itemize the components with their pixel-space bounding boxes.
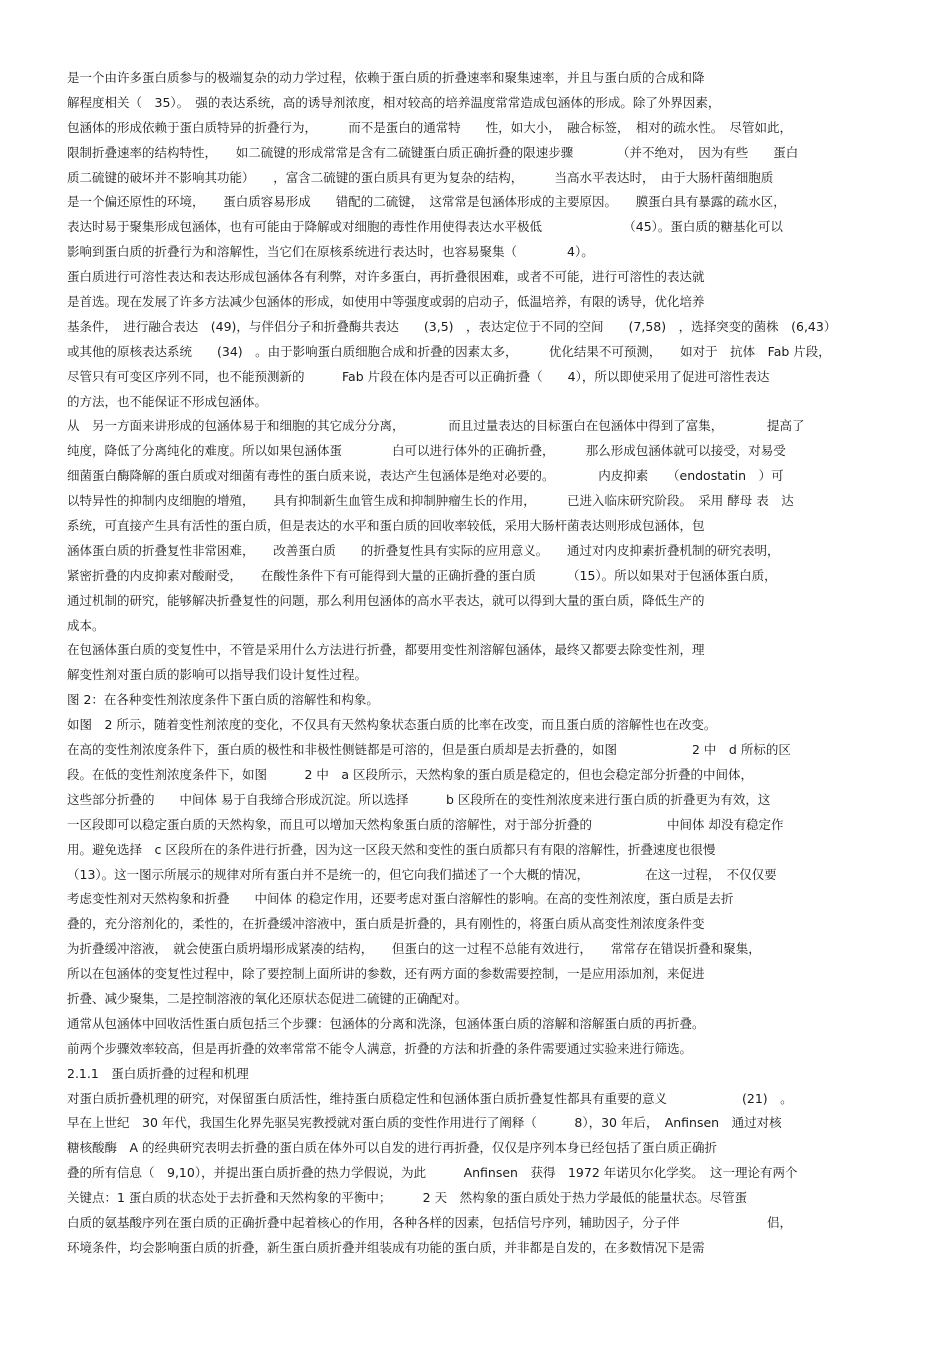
text-line: 段。在低的变性剂浓度条件下，如图 2 中 a 区段所示，天然构象的蛋白质是稳定的，但也会稳定部分折叠的中间体，: [67, 766, 754, 782]
text-line: 限制折叠速率的结构特性， 如二硫键的形成常常是含有二硫键蛋白质正确折叠的限速步骤 （并不绝对， 因为有些 蛋白: [67, 144, 799, 160]
text-line: 如图 2 所示，随着变性剂浓度的变化，不仅具有天然构象状态蛋白质的比率在改变，而且蛋白质的溶解性也在改变。: [67, 717, 717, 733]
text-line: 在高的变性剂浓度条件下，蛋白质的极性和非极性侧链都是可溶的，但是蛋白质却是去折叠的，如图 2 中 d 所标的区: [67, 742, 791, 758]
text-line: 早在上世纪 30 年代，我国生化界先驱吴宪教授就对蛋白质的变性作用进行了阐释（ 8），30 年后， Anfinsen 通过对核: [67, 1115, 782, 1131]
text-line: 通过机制的研究，能够解决折叠复性的问题，那么利用包涵体的高水平表达，就可以得到大量的蛋白质，降低生产的: [67, 592, 705, 608]
text-line: 质二硫键的破坏并不影响其功能） ，富含二硫键的蛋白质具有更为复杂的结构， 当高水平表达时， 由于大肠杆菌细胞质: [67, 169, 774, 185]
text-line: 表达时易于聚集形成包涵体，也有可能由于降解或对细胞的毒性作用使得表达水平极低 （45）。蛋白质的糖基化可以: [67, 219, 783, 235]
text-line: 基条件， 进行融合表达 (49)，与伴侣分子和折叠酶共表达 (3,5) ，表达定位于不同的空间 (7,58) ，选择突变的菌株 (6,43）: [67, 318, 837, 334]
text-line: 环境条件，均会影响蛋白质的折叠，新生蛋白质折叠并组装成有功能的蛋白质，并非都是自发的，在多数情况下是需: [67, 1239, 705, 1255]
text-line: 涵体蛋白质的折叠复性非常困难， 改善蛋白质 的折叠复性具有实际的应用意义。 通过对内皮抑素折叠机制的研究表明，: [67, 542, 780, 558]
text-line: 影响到蛋白质的折叠行为和溶解性，当它们在原核系统进行表达时，也容易聚集（ 4）。: [67, 244, 594, 260]
text-line: 考虑变性剂对天然构象和折叠 中间体 的稳定作用，还要考虑对蛋白溶解性的影响。在高的变性剂浓度，蛋白质是去折: [67, 891, 734, 907]
text-line: 折叠、减少聚集，二是控制溶液的氧化还原状态促进二硫键的正确配对。: [67, 990, 468, 1006]
text-line: 解程度相关（ 35）。 强的表达系统，高的诱导剂浓度，相对较高的培养温度常常造成包涵体的形成。除了外界因素，: [67, 94, 721, 110]
text-line: 成本。: [67, 617, 105, 633]
text-line: 关键点：1 蛋白质的状态处于去折叠和天然构象的平衡中； 2 天 然构象的蛋白质处于热力学最低的能量状态。尽管蛋: [67, 1190, 748, 1206]
text-line: 用。避免选择 c 区段所在的条件进行折叠，因为这一区段天然和变性的蛋白质都只有有限的溶解性，折叠速度也很慢: [67, 841, 716, 857]
text-line: 叠的，充分溶剂化的，柔性的，在折叠缓冲溶液中，蛋白质是折叠的，具有刚性的，将蛋白质从高变性剂浓度条件变: [67, 916, 705, 932]
text-line: 蛋白质进行可溶性表达和表达形成包涵体各有利弊，对许多蛋白，再折叠很困难，或者不可能，进行可溶性的表达就: [67, 269, 705, 285]
text-line: 从 另一方面来讲形成的包涵体易于和细胞的其它成分分离， 而且过量表达的目标蛋白在包涵体中得到了富集， 提高了: [67, 418, 805, 434]
text-line: 纯度，降低了分离纯化的难度。所以如果包涵体蛋 白可以进行体外的正确折叠， 那么形成包涵体就可以接受，对易受: [67, 443, 786, 459]
text-line: 包涵体的形成依赖于蛋白质特异的折叠行为， 而不是蛋白的通常特 性，如大小， 融合标签， 相对的疏水性。 尽管如此，: [67, 119, 793, 135]
text-line: 所以在包涵体的变复性过程中，除了要控制上面所讲的参数，还有两方面的参数需要控制，一是应用添加剂，来促进: [67, 966, 705, 982]
document-page: [67, 66, 882, 1261]
text-line: 是一个由许多蛋白质参与的极端复杂的动力学过程，依赖于蛋白质的折叠速率和聚集速率，并且与蛋白质的合成和降: [67, 70, 705, 85]
text-line: 是一个偏还原性的环境， 蛋白质容易形成 错配的二硫键， 这常常是包涵体形成的主要原因。 膜蛋白具有暴露的疏水区，: [67, 194, 786, 210]
text-line: 一区段即可以稳定蛋白质的天然构象，而且可以增加天然构象蛋白质的溶解性，对于部分折叠的 中间体 却没有稳定作: [67, 816, 784, 832]
text-line: 系统，可直接产生具有活性的蛋白质，但是表达的水平和蛋白质的回收率较低，采用大肠杆菌表达则形成包涵体，包: [67, 518, 705, 534]
text-line: 前两个步骤效率较高，但是再折叠的效率常常不能令人满意，折叠的方法和折叠的条件需要通过实验来进行筛选。: [67, 1040, 693, 1056]
text-line: 在包涵体蛋白质的变复性中，不管是采用什么方法进行折叠，都要用变性剂溶解包涵体，最终又都要去除变性剂，理: [67, 642, 705, 658]
text-line: 解变性剂对蛋白质的影响可以指导我们设计复性过程。: [67, 667, 368, 683]
text-line: 图 2：在各种变性剂浓度条件下蛋白质的溶解性和构象。: [67, 692, 379, 708]
text-line: 紧密折叠的内皮抑素对酸耐受， 在酸性条件下有可能得到大量的正确折叠的蛋白质 （15）。所以如果对于包涵体蛋白质，: [67, 567, 777, 583]
text-line: 这些部分折叠的 中间体 易于自我缔合形成沉淀。所以选择 b 区段所在的变性剂浓度来进行蛋白质的折叠更为有效，这: [67, 791, 771, 807]
text-line: （13）。这一图示所展示的规律对所有蛋白并不是统一的，但它向我们描述了一个大概的情况， 在这一过程， 不仅仅要: [67, 866, 777, 882]
text-line: 以特异性的抑制内皮细胞的增殖， 具有抑制新生血管生成和抑制肿瘤生长的作用， 已进入临床研究阶段。 采用 酵母 表 达: [67, 493, 794, 509]
text-line: 细菌蛋白酶降解的蛋白质或对细菌有毒性的蛋白质来说，表达产生包涵体是绝对必要的。 内皮抑素 （endostatin ）可: [67, 468, 784, 484]
text-line: 为折叠缓冲溶液， 就会使蛋白质坍塌形成紧凑的结构， 但蛋白的这一过程不总能有效进行， 常常存在错误折叠和聚集，: [67, 941, 761, 957]
text-line: 叠的所有信息（ 9,10），并提出蛋白质折叠的热力学假说，为此 Anfinsen 获得 1972 年诺贝尔化学奖。 这一理论有两个: [67, 1165, 798, 1181]
text-line: 是首选。现在发展了许多方法减少包涵体的形成，如使用中等强度或弱的启动子，低温培养，有限的诱导，优化培养: [67, 294, 705, 310]
text-line: 糖核酸酶 A 的经典研究表明去折叠的蛋白质在体外可以自发的进行再折叠，仅仅是序列本身已经包括了蛋白质正确折: [67, 1140, 718, 1156]
text-line: 或其他的原核表达系统 (34) 。由于影响蛋白质细胞合成和折叠的因素太多， 优化结果不可预测， 如对于 抗体 Fab 片段，: [67, 343, 831, 359]
text-line: 尽管只有可变区序列不同，也不能预测新的 Fab 片段在体内是否可以正确折叠（ 4），所以即使采用了促进可溶性表达: [67, 368, 770, 384]
text-line: 白质的氨基酸序列在蛋白质的正确折叠中起着核心的作用，各种各样的因素，包括信号序列，辅助因子，分子伴 侣，: [67, 1214, 793, 1230]
text-line: 通常从包涵体中回收活性蛋白质包括三个步骤：包涵体的分离和洗涤，包涵体蛋白质的溶解和溶解蛋白质的再折叠。: [67, 1015, 705, 1031]
text-line: 2.1.1 蛋白质折叠的过程和机理: [67, 1065, 249, 1081]
text-line: 的方法，也不能保证不形成包涵体。: [67, 393, 268, 409]
text-line: 对蛋白质折叠机理的研究，对保留蛋白质活性，维持蛋白质稳定性和包涵体蛋白质折叠复性都具有重要的意义 (21) 。: [67, 1090, 793, 1106]
